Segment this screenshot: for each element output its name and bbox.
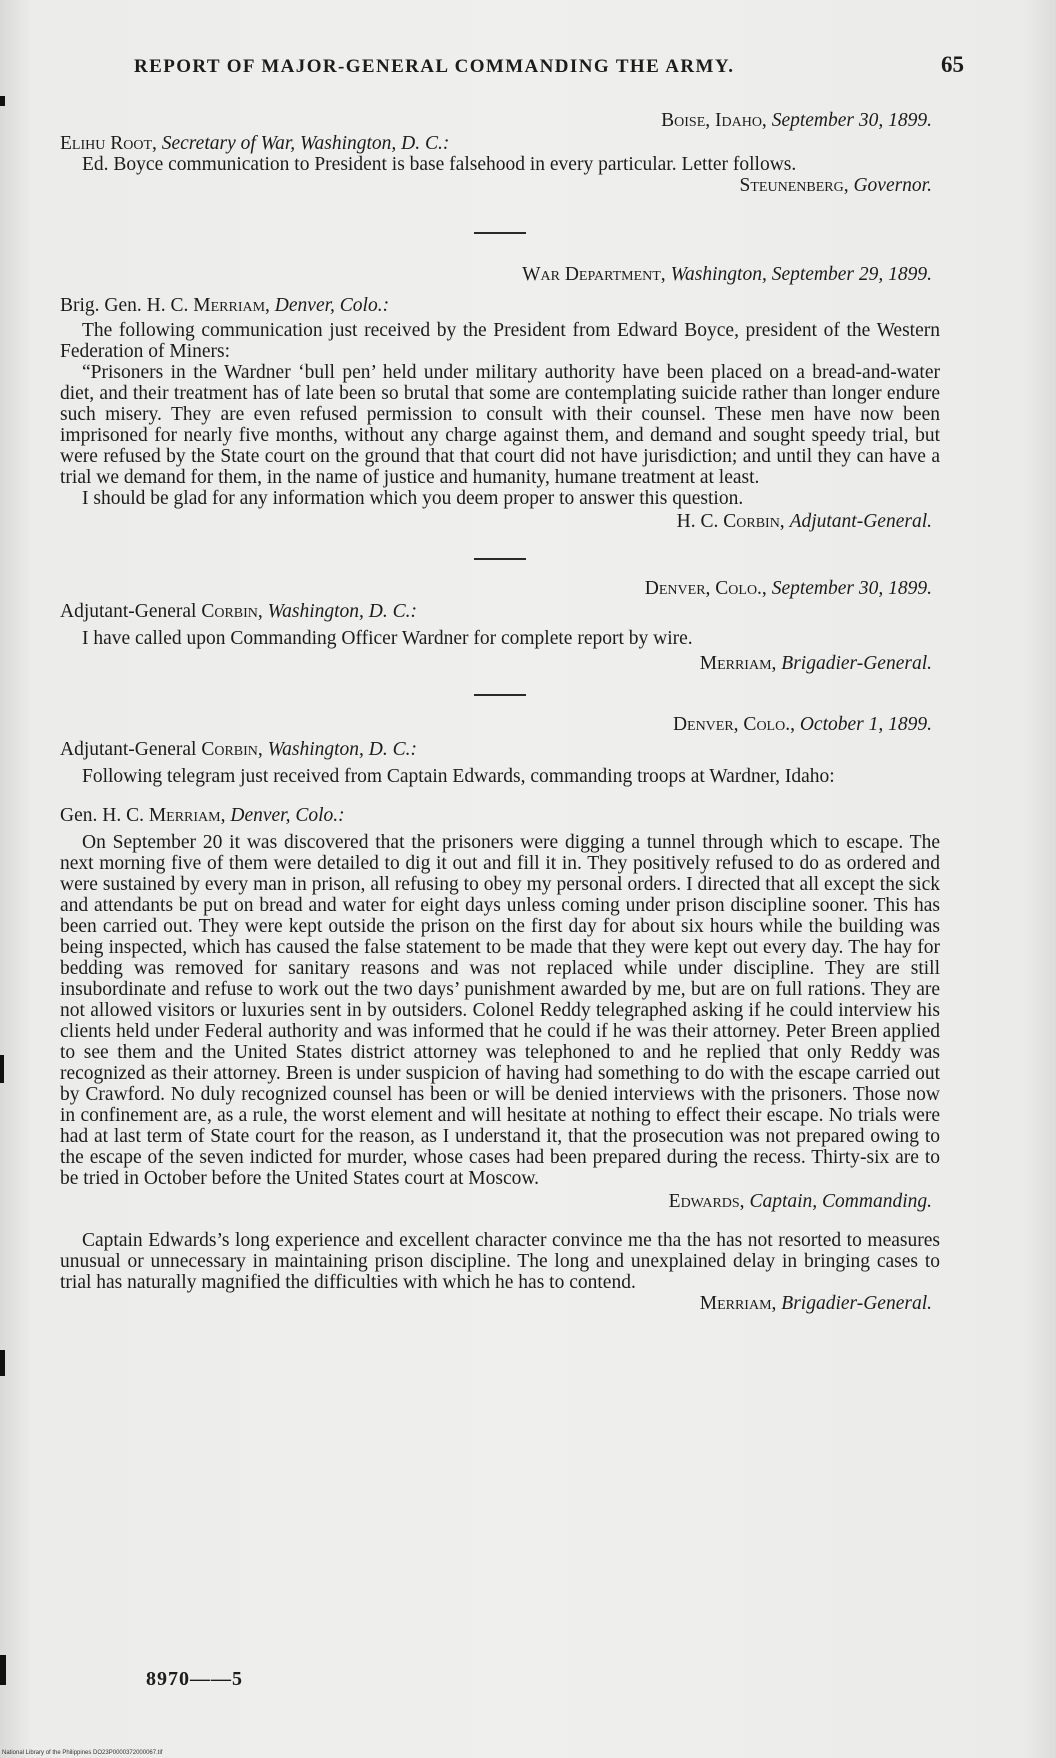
signature: Merriam, Brigadier-General. (699, 1293, 932, 1314)
addressee: Adjutant-General Corbin, Washington, D. C.: (60, 739, 417, 760)
signature: Steunenberg, Governor. (739, 175, 932, 196)
letter-denver-oct-1 (60, 714, 940, 1314)
signature: Merriam, Brigadier-General. (699, 653, 932, 674)
telegram-signature: Edwards, Captain, Commanding. (668, 1191, 932, 1212)
signature: H. C. Corbin, Adjutant-General. (676, 511, 932, 532)
addressee: Brig. Gen. H. C. Merriam, Denver, Colo.: (60, 295, 390, 316)
letter-body-paragraph: I should be glad for any information which you deem proper to answer this question. (82, 488, 744, 509)
page-header (134, 52, 964, 78)
dateline: Denver, Colo., October 1, 1899. (672, 714, 932, 735)
telegram-body: On September 20 it was discovered that the prisoners were digging a tunnel through which to escape. The next morning five of them were detailed to dig it out and fill it in. They positively refused to do as ordered and were sustained by every man in prison, all refusing to obey my personal orders. I directed that all except the sick and attendants be put on bread and water for eight days unless coming under prison discipline sooner. This has been carried out. They were kept outside the prison on the first day for about six hours while the building was being inspected, which has caused the false statement to be made that they were kept out every day. The hay for bedding was removed for sanitary reasons and was not replaced while under discipline. They are still insubordinate and refuse to work out the two days’ punishment awarded by me, but are on full rations. They are not allowed visitors or luxuries sent in by outsiders. Colonel Reddy telegraphed asking if he could interview his clients held under Federal authority and was informed that he could if he was their attorney. Peter Breen applied to see them and the United States district attorney was telephoned to and he replied that only Reddy was recognized as their attorney. Breen is under suspicion of having had something to do with the escape carried out by Crawford. No duly recognized counsel has been or will be denied interviews with the prisoners. Those now in confinement are, as a rule, the worst element and will hesitate at nothing to effect their escape. No trials were had at last term of State court for the reason, as I understand it, that the prosecution was not prepared owing to the escape of the seven indicted for murder, whose cases had been prepared during the recess. Thirty-six are to be tried in October before the United States court at Moscow. (60, 832, 940, 1189)
telegram-addressee: Gen. H. C. Merriam, Denver, Colo.: (60, 805, 345, 826)
dateline: Denver, Colo., September 30, 1899. (644, 578, 932, 599)
section-divider (474, 232, 526, 234)
closing-paragraph: Captain Edwards’s long experience and excellent character convince me tha the has not resorted to measures unusual or unnecessary in maintaining prison discipline. The long and unexplained delay in bringing cases to trial has naturally magnified the difficulties with which he has to contend. (60, 1230, 940, 1293)
letter-body-paragraph: Following telegram just received from Captain Edwards, commanding troops at Wardner, Idaho: (82, 766, 835, 787)
addressee: Elihu Root, Secretary of War, Washington, D. C.: (60, 133, 450, 154)
binding-mark (0, 1350, 5, 1376)
binding-mark (0, 1655, 6, 1685)
scan-imprint: National Library of the Philippines DO23P0000372000067.tif (2, 1750, 163, 1756)
letter-body-paragraph: Ed. Boyce communication to President is base falsehood in every particular. Letter follows. (82, 154, 797, 175)
page-number: 65 (941, 52, 964, 77)
section-divider (474, 694, 526, 696)
letter-war-department (60, 264, 940, 532)
dateline: Boise, Idaho, September 30, 1899. (661, 110, 932, 131)
dateline: War Department, Washington, September 29, 1899. (522, 264, 932, 285)
printer-signature-mark: 8970——5 (146, 1668, 243, 1690)
letter-denver-sept-30 (60, 578, 940, 674)
section-divider (474, 558, 526, 560)
running-title: REPORT OF MAJOR-GENERAL COMMANDING THE ARMY. (134, 56, 735, 77)
letter-boise (60, 110, 940, 196)
binding-mark (0, 1055, 4, 1083)
binding-mark (0, 96, 5, 106)
addressee: Adjutant-General Corbin, Washington, D. C.: (60, 601, 417, 622)
quoted-communication: “Prisoners in the Wardner ‘bull pen’ held under military authority have been placed on a bread-and-water diet, and their treatment has of late been so brutal that some are contemplating suicide rather than longer endure such misery. They are even refused permission to consult with their counsel. These men have now been imprisoned for nearly five months, without any charge against them, and demand and sought speedy trial, but were refused by the State court on the ground that that court did not have jurisdiction; and until they can have a trial we demand for them, in the name of justice and humanity, humane treatment at least. (60, 362, 940, 488)
page-content (60, 110, 940, 1314)
letter-body-paragraph: I have called upon Commanding Officer Wardner for complete report by wire. (82, 628, 693, 649)
letter-body-paragraph: The following communication just received by the President from Edward Boyce, president of the Western Federation of Miners: (60, 320, 940, 362)
